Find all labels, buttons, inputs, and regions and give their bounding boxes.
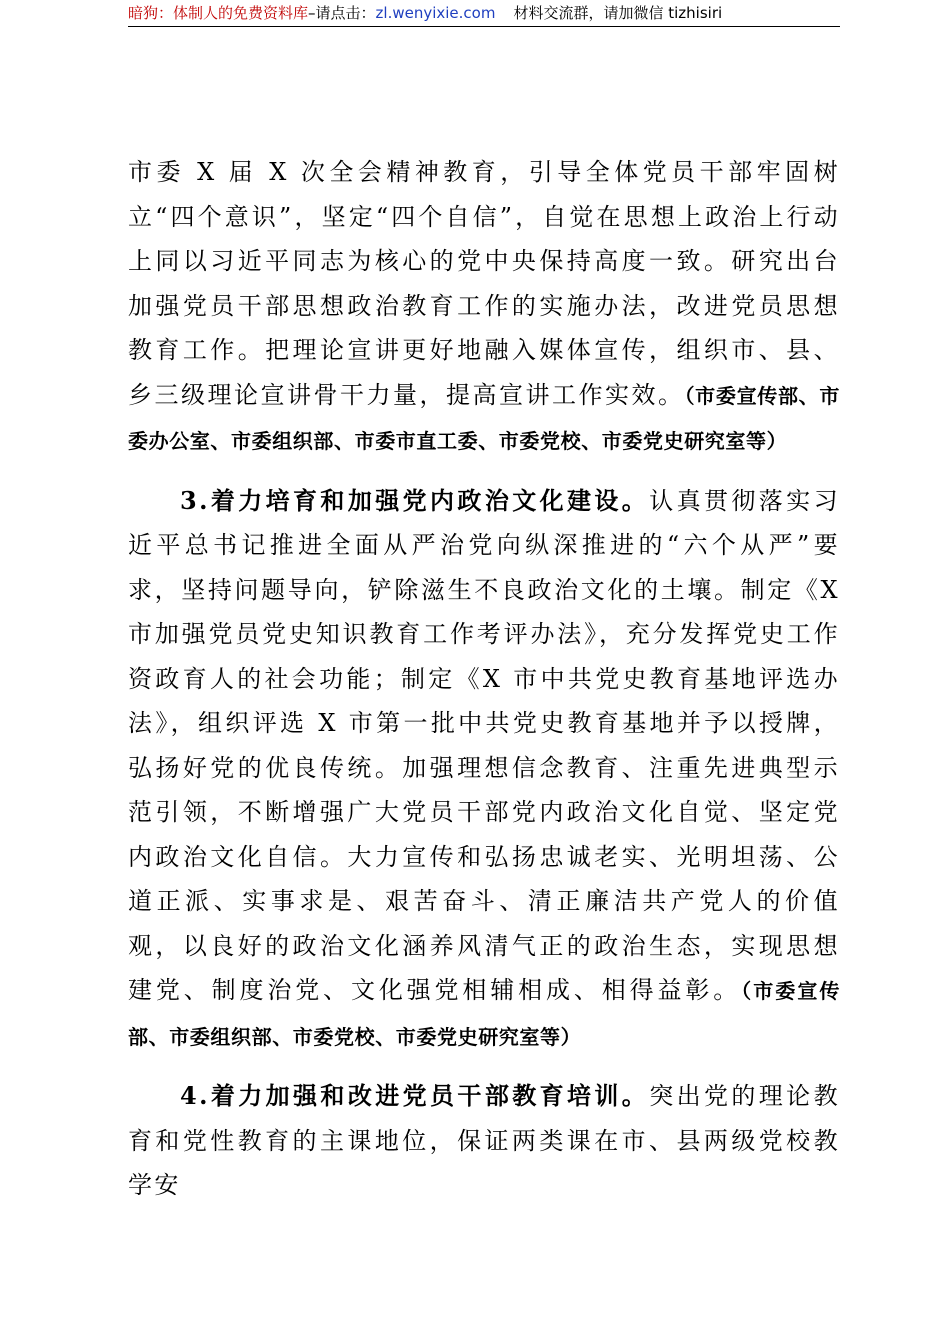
header-separator: –请点击： [308, 4, 376, 22]
header-link[interactable]: zl.wenyixie.com [375, 4, 496, 22]
paragraph-1-departments: （市委宣传部、市委办公室、市委组织部、市委市直工委、市委党校、市委党史研究室等） [128, 383, 840, 453]
paragraph-2-body: 认真贯彻落实习近平总书记推进全面从严治党向纵深推进的“六个从严”要求，坚持问题导向，铲除滋生不良政治文化的土壤。制定《X 市加强党员党史知识教育工作考评办法》，充分发挥党史工作资政育人的社会功能；制定《X 市中共党史教育基地评选办法》，组织评选 X 市第一批中共党史教育基地并予以授牌，弘扬好党的优良传统。加强理想信念教育、注重先进典型示范引领，不断增强广大党员干部党内政治文化自觉、坚定党内政治文化自信。大力宣传和弘扬忠诚老实、光明坦荡、公道正派、实事求是、艰苦奋斗、清正廉洁共产党人的价值观，以良好的政治文化涵养风清气正的政治生态，实现思想建党、制度治党、文化强党相辅相成、相得益彰。 [128, 486, 840, 1004]
header-brand: 暗狗：体制人的免费资料库 [128, 4, 309, 22]
paragraph-2-departments: （市委宣传部、市委组织部、市委党校、市委党史研究室等） [128, 979, 840, 1049]
paragraph-1 [128, 150, 840, 464]
paragraph-1-body: 市委 X 届 X 次全会精神教育，引导全体党员干部牢固树立“四个意识”，坚定“四个自信”，自觉在思想上政治上行动上同以习近平同志为核心的党中央保持高度一致。研究出台加强党员干部思想政治教育工作的实施办法，改进党员思想教育工作。把理论宣讲更好地融入媒体宣传，组织市、县、乡三级理论宣讲骨干力量，提高宣讲工作实效。 [128, 158, 840, 409]
paragraph-3-lead: 4.着力加强和改进党员干部教育培训。 [180, 1081, 650, 1110]
document-body [128, 150, 840, 1209]
paragraph-3-body: 突出党的理论教育和党性教育的主课地位，保证两类课在市、县两级党校教学安 [128, 1082, 840, 1199]
paragraph-2-lead: 3.着力培育和加强党内政治文化建设。 [180, 485, 650, 515]
page-header [128, 0, 840, 27]
paragraph-2 [128, 479, 840, 1060]
header-contact: 材料交流群，请加微信 tizhisiri [513, 4, 723, 22]
paragraph-3 [128, 1074, 840, 1209]
